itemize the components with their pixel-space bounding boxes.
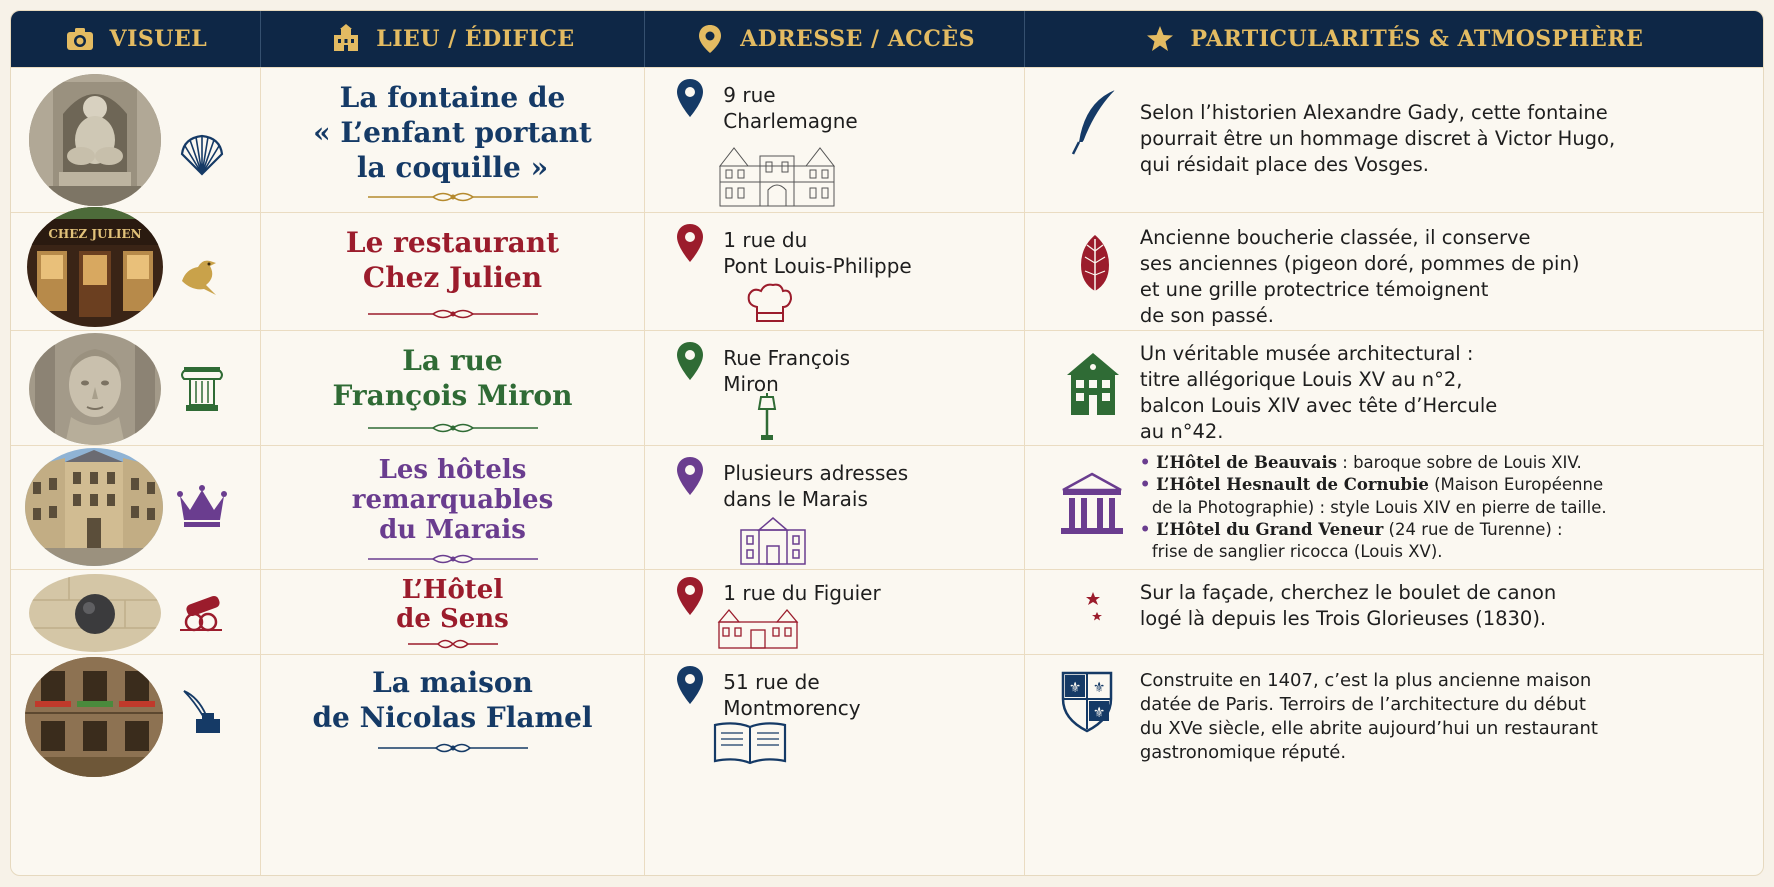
bird-icon [176, 251, 228, 303]
inkwell-icon [176, 687, 228, 739]
map-pin-icon [675, 78, 705, 118]
description-line: pourrait être un hommage discret à Victor Hugo, [1139, 126, 1616, 150]
address-text [723, 345, 850, 397]
detail-cell [1025, 570, 1763, 654]
map-pin-icon [675, 223, 705, 263]
description-line: titre allégorique Louis XV au n°2, [1139, 367, 1463, 391]
address-text [723, 460, 908, 512]
ornament-divider [378, 741, 528, 755]
hotel-name: L’Hôtel du Grand Veneur [1156, 519, 1384, 539]
address-text [723, 580, 880, 606]
sculpted-head-photo [29, 333, 161, 445]
hotel-courtyard-photo [25, 448, 163, 566]
column-icon [176, 363, 228, 415]
table-row [11, 67, 1763, 212]
list-item: • L’Hôtel Hesnault de Cornubie (Maison Européenne de la Photographie) : style Louis XIV en pierre de taille. [1140, 474, 1607, 519]
map-pin-icon [694, 23, 726, 55]
description-text [1140, 580, 1556, 632]
address-cell [645, 213, 1025, 330]
map-pin-icon [675, 456, 705, 496]
house-icon [1063, 349, 1123, 419]
header-label: PARTICULARITÉS & ATMOSPHÈRE [1190, 26, 1644, 52]
mansion-icon [737, 512, 809, 566]
svg-text:⚜: ⚜ [1068, 680, 1082, 696]
title-line: la coquille » [356, 151, 549, 184]
table-row [11, 654, 1763, 876]
ornament-divider [368, 307, 538, 321]
table-header [11, 11, 1763, 67]
address-line: 1 rue du [723, 228, 808, 252]
hotel-detail: (Maison Européenne [1428, 475, 1604, 495]
description-line: qui résidait place des Vosges. [1139, 152, 1429, 176]
star-icon [1144, 23, 1176, 55]
description-line: logé là depuis les Trois Glorieuses (1830). [1139, 606, 1547, 630]
map-pin-icon [675, 665, 705, 705]
chef-hat-icon [745, 281, 795, 325]
restaurant-photo [27, 207, 163, 327]
title-line: remarquables [351, 484, 554, 515]
place-cell [261, 570, 646, 654]
list-item: • L’Hôtel de Beauvais : baroque sobre de Louis XIV. [1139, 453, 1582, 472]
quill-icon [1065, 88, 1125, 158]
map-pin-icon [675, 341, 705, 381]
moon-stars-icon [1055, 582, 1107, 634]
place-cell [261, 655, 646, 876]
description-text [1140, 669, 1598, 765]
title-line: de Nicolas Flamel [312, 701, 593, 734]
description-line: Ancienne boucherie classée, il conserve [1139, 226, 1531, 249]
description-text [1140, 225, 1580, 329]
description-line: ses anciennes (pigeon doré, pommes de pin) [1139, 251, 1580, 275]
hotel-detail: (24 rue de Turenne) : [1383, 519, 1563, 539]
fountain-photo [29, 74, 161, 206]
table-row [11, 212, 1763, 330]
title-line: La fontaine de [339, 81, 566, 114]
crown-icon [176, 480, 228, 532]
place-cell [261, 213, 646, 330]
place-cell [261, 68, 646, 212]
ornament-divider [408, 637, 498, 651]
mansion-sketch-icon [715, 606, 801, 650]
address-cell [645, 570, 1025, 654]
title-line: Les hôtels [378, 455, 527, 485]
address-line: Miron [723, 372, 779, 396]
description-line: et une grille protectrice témoignent [1139, 277, 1489, 301]
description-text [1140, 100, 1615, 178]
street-lamp-icon [755, 393, 779, 441]
title-line: du Marais [379, 514, 526, 545]
title-line: La maison [372, 666, 533, 699]
address-cell [645, 331, 1025, 445]
description-line: Selon l’historien Alexandre Gady, cette fontaine [1139, 101, 1608, 124]
address-cell [645, 446, 1025, 569]
place-cell [261, 331, 646, 445]
hotel-name: L’Hôtel Hesnault de Cornubie [1156, 475, 1429, 495]
place-title [261, 665, 645, 735]
visual-cell [11, 655, 261, 876]
header-visuel [11, 11, 261, 67]
detail-cell [1025, 655, 1763, 876]
hotel-name: L’Hôtel de Beauvais [1156, 453, 1338, 472]
title-line: La rue [402, 344, 503, 377]
description-line: datée de Paris. Terroirs de l’architecture du début [1139, 693, 1586, 715]
header-particularites [1025, 11, 1763, 67]
table-row [11, 569, 1763, 654]
place-cell [261, 446, 646, 569]
place-title [261, 576, 645, 633]
shield-icon [1059, 669, 1115, 733]
address-text [723, 227, 911, 279]
description-line: Sur la façade, cherchez le boulet de canon [1139, 581, 1557, 604]
header-label: ADRESSE / ACCÈS [740, 26, 975, 52]
visual-cell [11, 446, 261, 569]
address-line: dans le Marais [723, 487, 868, 511]
address-line: 51 rue de [723, 670, 820, 694]
description-line: au n°42. [1139, 419, 1224, 443]
sign-text: CHEZ JULIEN [48, 227, 142, 241]
place-title [261, 225, 645, 295]
hotels-list [1140, 452, 1607, 563]
description-line: du XVe siècle, elle abrite aujourd’hui un restaurant [1139, 717, 1598, 739]
open-book-icon [711, 719, 789, 767]
description-line: gastronomique réputé. [1139, 741, 1347, 763]
shell-icon [176, 130, 228, 182]
hotel-detail-continued: de la Photographie) : style Louis XIV en pierre de taille. [1151, 497, 1607, 517]
description-line: balcon Louis XIV avec tête d’Hercule [1139, 393, 1498, 417]
title-line: « L’enfant portant [313, 116, 592, 149]
header-label: VISUEL [109, 26, 208, 52]
address-line: Charlemagne [723, 109, 858, 133]
table-row [11, 330, 1763, 445]
leaf-icon [1065, 231, 1125, 301]
title-line: Chez Julien [362, 261, 543, 294]
description-line: Un véritable musée architectural : [1139, 342, 1474, 365]
title-line: L’Hôtel [401, 575, 504, 605]
detail-cell [1025, 213, 1763, 330]
svg-text:⚜: ⚜ [1092, 705, 1106, 721]
places-table [10, 10, 1764, 876]
flamel-house-photo [25, 657, 163, 777]
ornament-divider [368, 190, 538, 204]
address-line: 9 rue [723, 83, 776, 107]
ornament-divider [368, 552, 538, 566]
title-line: François Miron [332, 379, 573, 412]
address-cell [645, 655, 1025, 876]
description-text [1140, 341, 1497, 445]
title-line: de Sens [396, 603, 509, 634]
cannon-icon [176, 586, 228, 638]
place-title [261, 343, 645, 413]
address-line: 1 rue du Figuier [723, 581, 881, 605]
list-item: • L’Hôtel du Grand Veneur (24 rue de Turenne) : frise de sanglier ricocca (Louis XV). [1140, 519, 1607, 564]
visual-cell [11, 68, 261, 212]
header-lieu [261, 11, 646, 67]
ornament-divider [368, 421, 538, 435]
address-line: Plusieurs adresses [723, 461, 909, 485]
detail-cell [1025, 446, 1763, 569]
building-icon [330, 23, 362, 55]
description-line: de son passé. [1139, 303, 1274, 327]
visual-cell [11, 570, 261, 654]
cannonball-photo [29, 574, 161, 652]
address-text [723, 82, 857, 134]
address-text [723, 669, 860, 721]
svg-text:⚜: ⚜ [1092, 680, 1106, 696]
place-title [261, 456, 645, 546]
address-cell [645, 68, 1025, 212]
place-title [261, 80, 645, 185]
detail-cell [1025, 331, 1763, 445]
address-line: Pont Louis-Philippe [723, 254, 912, 278]
building-sketch-icon [710, 138, 844, 208]
title-line: Le restaurant [345, 226, 560, 259]
temple-icon [1059, 470, 1125, 540]
hotel-detail: : baroque sobre de Louis XIV. [1337, 453, 1582, 472]
detail-cell [1025, 68, 1763, 212]
header-label: LIEU / ÉDIFICE [376, 26, 575, 52]
hotel-detail-continued: frise de sanglier ricocca (Louis XV). [1151, 542, 1443, 562]
description-line: Construite en 1407, c’est la plus ancienne maison [1139, 670, 1592, 691]
address-line: Rue François [723, 346, 851, 370]
map-pin-icon [675, 576, 705, 616]
camera-icon [64, 23, 96, 55]
visual-cell [11, 331, 261, 445]
visual-cell [11, 213, 261, 330]
address-line: Montmorency [723, 696, 861, 720]
header-adresse [645, 11, 1025, 67]
table-row [11, 445, 1763, 569]
